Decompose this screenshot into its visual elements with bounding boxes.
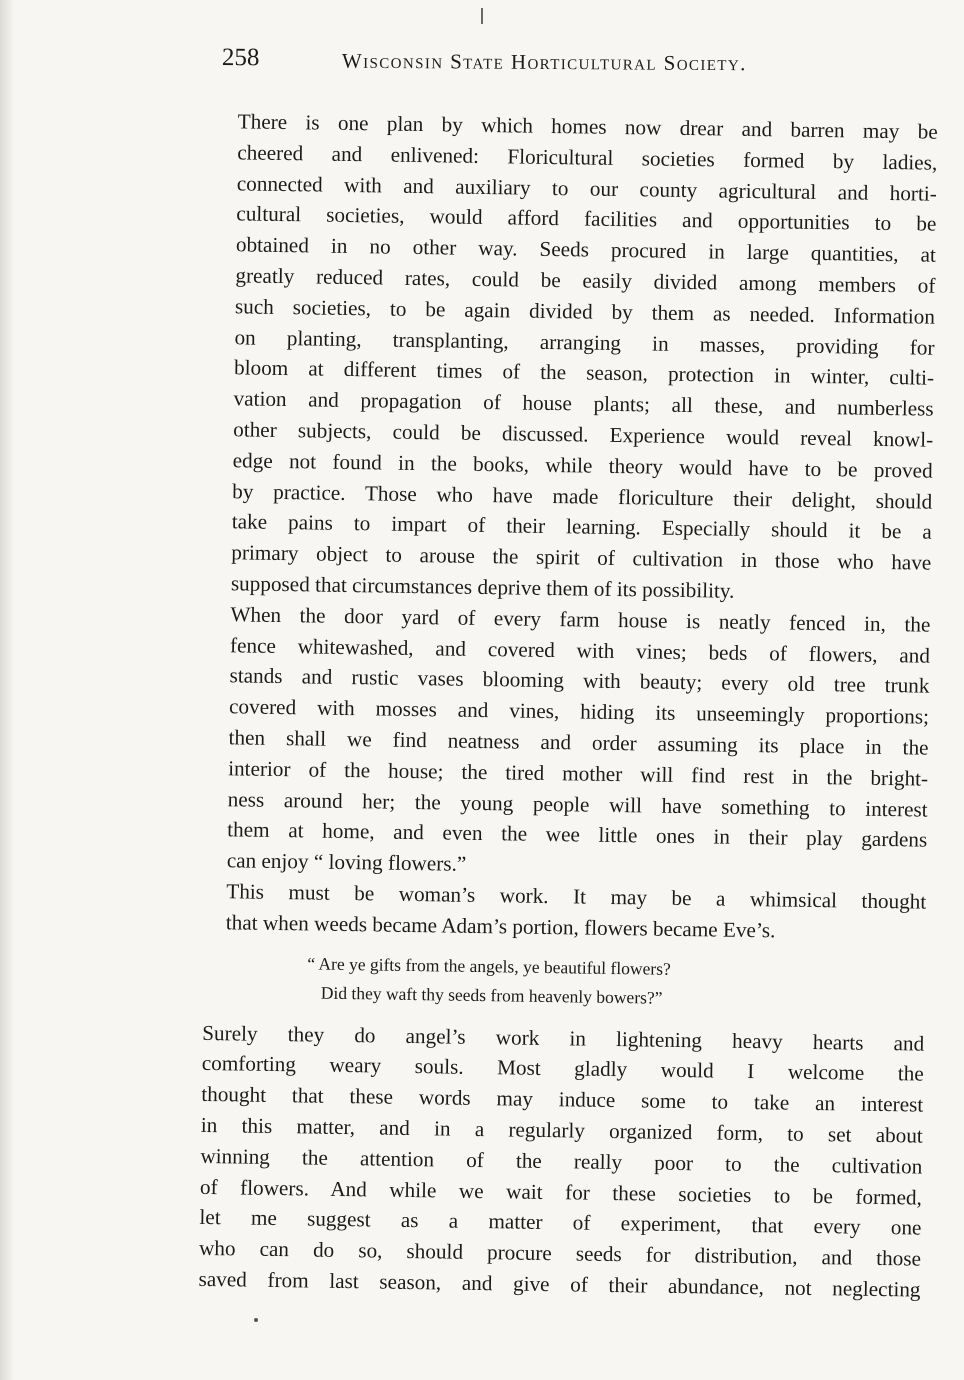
verse-line: “ Are ye gifts from the angels, ye beautiful flowers?	[307, 952, 671, 979]
text-line: vation and propagation of house plants; all these, and numberless	[233, 386, 934, 421]
text-line: ness around her; the young people will have something to interest	[227, 786, 928, 822]
text-line: fence whitewashed, and covered with vines; beds of flowers, and	[229, 632, 931, 668]
text-line: greatly reduced rates, could be easily divided among members of	[235, 263, 936, 298]
text-line: cultural societies, would afford facilities and opportunities to be	[236, 201, 937, 237]
text-line: such societies, to be again divided by them as needed. Information	[234, 294, 936, 329]
text-line: thought that these words may induce some to take an interest	[201, 1082, 924, 1117]
text-line: who can do so, should procure seeds for distribution, and those	[198, 1235, 922, 1271]
text-line: obtained in no other way. Seeds procured in large quantities, at	[235, 232, 937, 267]
paragraph-floricultural-societies	[209, 106, 938, 609]
text-line: take pains to impart of their learning. Especially should it be a	[231, 509, 932, 545]
text-line: by practice. Those who have made floriculture their delight, should	[232, 478, 933, 514]
text-line: saved from last season, and give of their abundance, not neglecting	[198, 1266, 921, 1302]
text-line: cheered and enlivened: Floricultural societies formed by ladies,	[237, 140, 938, 175]
page-edge-shadow	[0, 0, 14, 1380]
verse-line: Did they waft thy seeds from heavenly bowers?”	[320, 982, 663, 1008]
text-line: that when weeds became Adam’s portion, flowers became Eve’s.	[225, 909, 776, 943]
text-line: covered with mosses and vines, hiding its unseemingly proportions;	[228, 694, 930, 729]
page-header	[222, 44, 862, 88]
paragraph-closing	[198, 1017, 924, 1305]
running-head: Wisconsin State Horticultural Society.	[341, 48, 747, 76]
text-line: interior of the house; the tired mother will find rest in the bright-	[228, 755, 929, 791]
text-line: other subjects, could be discussed. Experience would reveal knowl-	[233, 417, 934, 452]
text-line: of flowers. And while we wait for these societies to be formed,	[199, 1174, 923, 1210]
text-line: Surely they do angel’s work in lightening heavy hearts and	[202, 1020, 925, 1056]
text-line: stands and rustic vases blooming with beauty; every old tree trunk	[229, 663, 930, 698]
ink-speck	[254, 1318, 258, 1322]
text-line: primary object to arouse the spirit of cultivation in those who have	[231, 540, 932, 575]
text-line: There is one plan by which homes now drear and barren may be	[237, 109, 938, 144]
paragraph-door-yard	[205, 599, 931, 887]
paragraph-womans-work	[204, 876, 927, 948]
text-line: in this matter, and in a regularly organized form, to set about	[200, 1112, 923, 1148]
body-text	[198, 106, 938, 1305]
verse-quote	[203, 947, 926, 1016]
text-line: can enjoy “ loving flowers.”	[226, 848, 467, 876]
text-line: them at home, and even the wee little ones in their play gardens	[227, 817, 928, 852]
text-line: on planting, transplanting, arranging in masses, providing for	[234, 324, 935, 360]
top-mark	[481, 8, 483, 24]
text-line: then shall we find neatness and order assuming its place in the	[228, 725, 929, 760]
text-line: edge not found in the books, while theory would have to be proved	[232, 448, 933, 483]
text-line: When the door yard of every farm house is neatly fenced in, the	[230, 602, 931, 637]
text-line: bloom at different times of the season, protection in winter, culti-	[233, 355, 935, 391]
text-line: comforting weary souls. Most gladly would I welcome the	[201, 1051, 924, 1086]
page-number: 258	[221, 44, 260, 72]
text-line: connected with and auxiliary to our county agricultural and horti-	[236, 170, 937, 206]
text-line: let me suggest as a matter of experiment, that every one	[199, 1205, 922, 1240]
text-line: This must be woman’s work. It may be a whimsical thought	[226, 879, 927, 914]
text-line: winning the attention of the really poor to the cultivation	[200, 1143, 923, 1179]
text-line: supposed that circumstances deprive them of its possibility.	[230, 571, 735, 603]
